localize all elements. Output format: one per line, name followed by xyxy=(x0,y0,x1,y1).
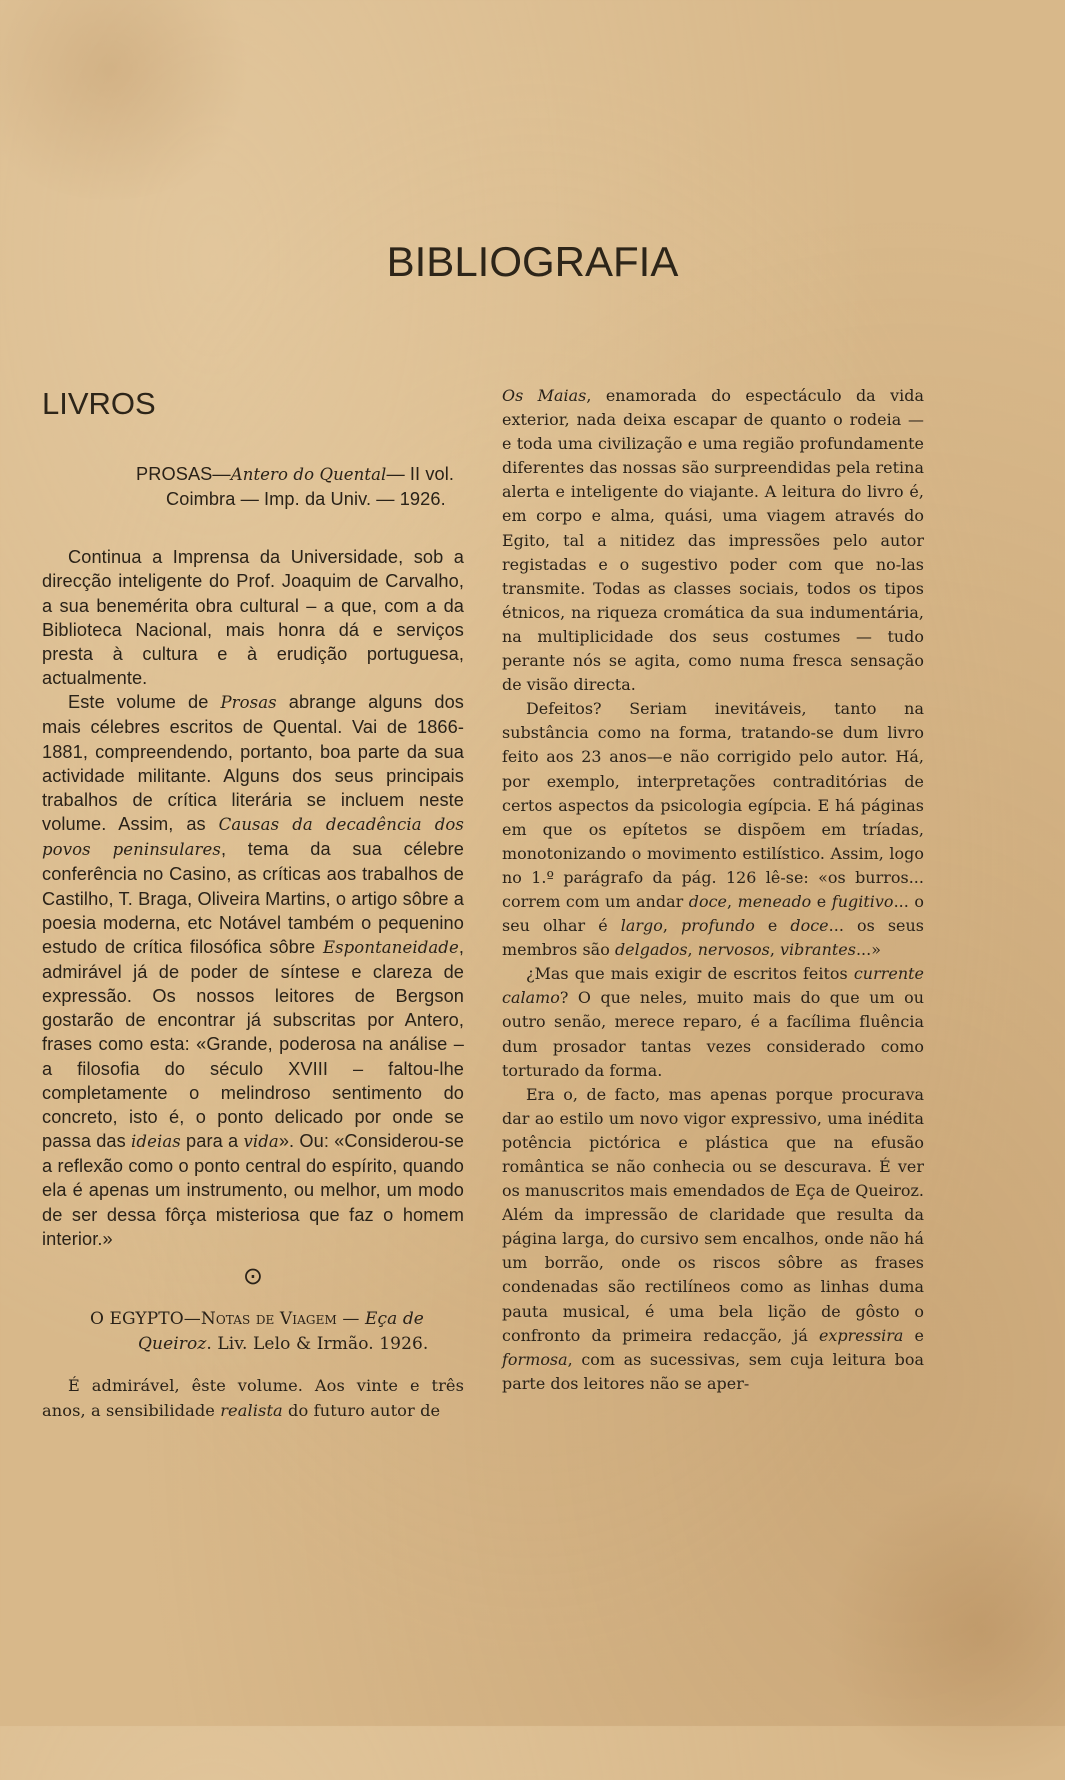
entry-author: Eça de Queiroz xyxy=(138,1309,424,1354)
entry-paragraph: Este volume de Prosas abrange alguns dos mais célebres escritos de Quental. Vai de 1866-1881, compreendendo, portanto, boa parte da sua actividade militante. Alguns dos seus principais trabalhos de crítica literária se incluem neste volume. Assim, as Causas da decadência dos povos peninsulares, tema da sua célebre conferência no Casino, as críticas aos trabalhos de Castilho, T. Braga, Oliveira Martins, o artigo sôbre a poesia moderna, etc Notável também o pequenino estudo de crítica filosófica sôbre Espontaneidade, admirável já de poder de síntese e clareza de expressão. Os nossos leitores de Bergson gostarão de encontrar já subscritas por Antero, frases como esta: «Grande, poderosa na análise – a filosofia do século XVIII – faltou-lhe completamente o melindroso sentimento do concreto, isto é, o ponto delicado por onde se passa das ideias para a vida». Ou: «Considerou-se a reflexão como o ponto central do espírito, quando ela é apenas um instrumento, ou melhor, um modo de ser dessa fôrça misteriosa que faz o homem interior.» xyxy=(42,692,465,1249)
entry-author: Antero do Quental xyxy=(230,465,387,484)
paper-stain xyxy=(820,1480,1065,1780)
entry-paragraph: Defeitos? Seriam inevitáveis, tanto na substância como na forma, tratando-se dum livro feito aos 23 anos—e não corrigido pelo autor. Há, por exemplo, interpretações contraditórias de certos aspectos da psicologia egípcia. E há páginas em que os epítetos se dispõem em tríadas, monotonizando o movimento estilístico. Assim, logo no 1.º parágrafo da pág. 126 lê-se: «os burros... correm com um andar doce, meneado e fugitivo... o seu olhar é largo, profundo e doce... os seus membros são delgados, nervosos, vibrantes...» xyxy=(502,699,924,960)
paper-stain xyxy=(0,0,260,200)
entry-heading-prosas: PROSAS—Antero do Quental— II vol. Coimbra — Imp. da Univ. — 1926. xyxy=(136,464,455,510)
page-title: BIBLIOGRAFIA xyxy=(386,238,679,285)
right-column xyxy=(502,384,924,1396)
entry-paragraph: Continua a Imprensa da Universidade, sob a direcção inteligente do Prof. Joaquim de Carvalho, a sua benemérita obra cultural – a que, com a da Biblioteca Nacional, mais honra dá e serviços presta à cultura e à erudição portuguesa, actualmente. xyxy=(42,547,464,689)
entry-paragraph: ¿Mas que mais exigir de escritos feitos currente calamo? O que neles, muito mais do que um ou outro senão, merece reparo, é a facílima fluência dum prosador tantas vezes considerado como torturado da forma. xyxy=(502,964,924,1080)
section-heading: LIVROS xyxy=(42,386,156,421)
entry-paragraph-continued: Os Maias, enamorada do espectáculo da vida exterior, nada deixa escapar de quanto o rodeia — e toda uma civilização e uma região profundamente diferentes das nossas são surpreendidas pela retina alerta e inteligente do viajante. A leitura do livro é, em corpo e alma, quási, uma viagem através do Egito, tal a nitidez das impressões pelo autor registadas e o sugestivo poder com que no-las transmite. Todas as classes sociais, todos os tipos étnicos, na riqueza cromática da sua indumentária, na multiplicidade dos seus costumes — tudo perante nós se agita, como numa fresca sensação de visão directa. xyxy=(502,386,924,695)
entry-paragraph: Era o, de facto, mas apenas porque procurava dar ao estilo um novo vigor expressivo, uma inédita potência pictórica e plástica que na efusão romântica se não conhecia ou se descurava. É ver os manuscritos mais emendados de Eça de Queiroz. Além da impressão de claridade que resulta da página larga, do cursivo sem encalhos, onde não há um borrão, onde os riscos sôbre as frases condenadas são rectilíneos como as linhas duma pauta musical, é uma bela lição de gôsto o confronto da primeira redacção, já expressira e formosa, com as sucessivas, sem cuja leitura boa parte dos leitores não se aper- xyxy=(502,1084,924,1393)
section-separator-icon: ⊙ xyxy=(242,1262,264,1290)
left-column xyxy=(42,462,464,1423)
entry-heading-egypto: O EGYPTO—Notas de Viagem — Eça de Queiroz. Liv. Lelo & Irmão. 1926. xyxy=(90,1309,429,1354)
entry-paragraph: É admirável, êste volume. Aos vinte e três anos, a sensibilidade realista do futuro autor de xyxy=(42,1376,464,1420)
